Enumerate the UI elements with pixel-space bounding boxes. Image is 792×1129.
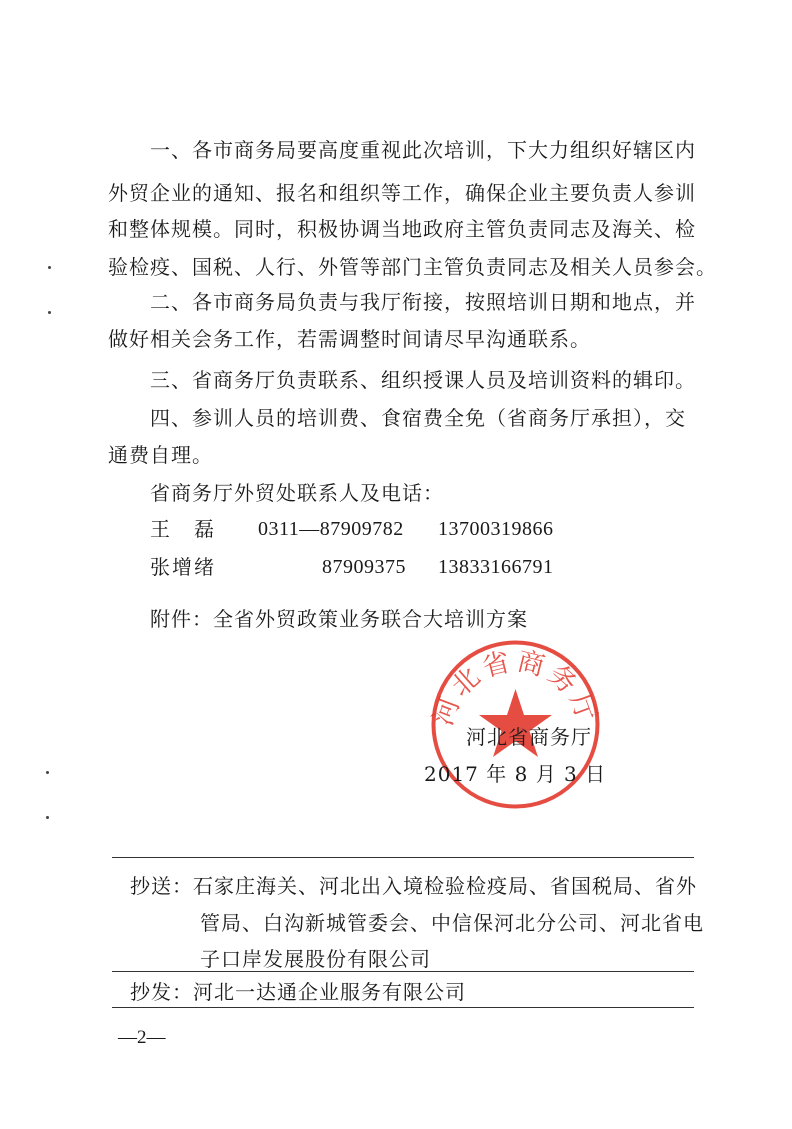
contact-name-1: 王 磊 bbox=[150, 517, 216, 541]
contact-name-2: 张增绪 bbox=[150, 555, 216, 579]
binding-mark bbox=[48, 266, 51, 269]
contact-mobile-2: 13833166791 bbox=[438, 556, 554, 578]
para4-line2: 通费自理。 bbox=[108, 443, 213, 467]
para2-line1: 二、各市商务局负责与我厅衔接，按照培训日期和地点，并 bbox=[150, 290, 696, 314]
svg-text:河北省商务厅: 河北省商务厅 bbox=[428, 645, 603, 730]
cc-line3: 子口岸发展股份有限公司 bbox=[200, 947, 431, 971]
para1-line1: 一、各市商务局要高度重视此次培训，下大力组织好辖区内 bbox=[150, 138, 696, 162]
para1-line4: 验检疫、国税、人行、外管等部门主管负责同志及相关人员参会。 bbox=[108, 255, 717, 279]
cc-line1: 抄送：石家庄海关、河北出入境检验检疫局、省国税局、省外 bbox=[130, 874, 697, 898]
para4-line1: 四、参训人员的培训费、食宿费全免（省商务厅承担），交 bbox=[150, 406, 686, 430]
binding-mark bbox=[48, 311, 51, 314]
issue-date: 2017 年 8 月 3 日 bbox=[424, 762, 607, 786]
para2-line2: 做好相关会务工作，若需调整时间请尽早沟通联系。 bbox=[108, 327, 591, 351]
para3-line1: 三、省商务厅负责联系、组织授课人员及培训资料的辑印。 bbox=[150, 368, 696, 392]
contacts-title: 省商务厅外贸处联系人及电话： bbox=[150, 481, 444, 505]
contact-tel-1: 0311—87909782 bbox=[258, 518, 404, 540]
contact-tel-2: 87909375 bbox=[322, 556, 406, 578]
divider-top bbox=[112, 857, 694, 858]
binding-mark bbox=[46, 816, 49, 819]
page-number: —2— bbox=[118, 1027, 166, 1048]
para1-line2: 外贸企业的通知、报名和组织等工作，确保企业主要负责人参训 bbox=[108, 181, 696, 205]
binding-mark bbox=[46, 771, 49, 774]
para1-line3: 和整体规模。同时，积极协调当地政府主管负责同志及海关、检 bbox=[108, 217, 696, 241]
sent-line: 抄发：河北一达通企业服务有限公司 bbox=[130, 980, 466, 1004]
contact-mobile-1: 13700319866 bbox=[438, 518, 554, 540]
attachment-line: 附件：全省外贸政策业务联合大培训方案 bbox=[150, 607, 528, 631]
divider-bottom bbox=[112, 1007, 694, 1008]
issuer-org: 河北省商务厅 bbox=[466, 725, 592, 749]
divider-middle bbox=[112, 971, 694, 972]
cc-line2: 管局、白沟新城管委会、中信保河北分公司、河北省电 bbox=[200, 911, 704, 935]
